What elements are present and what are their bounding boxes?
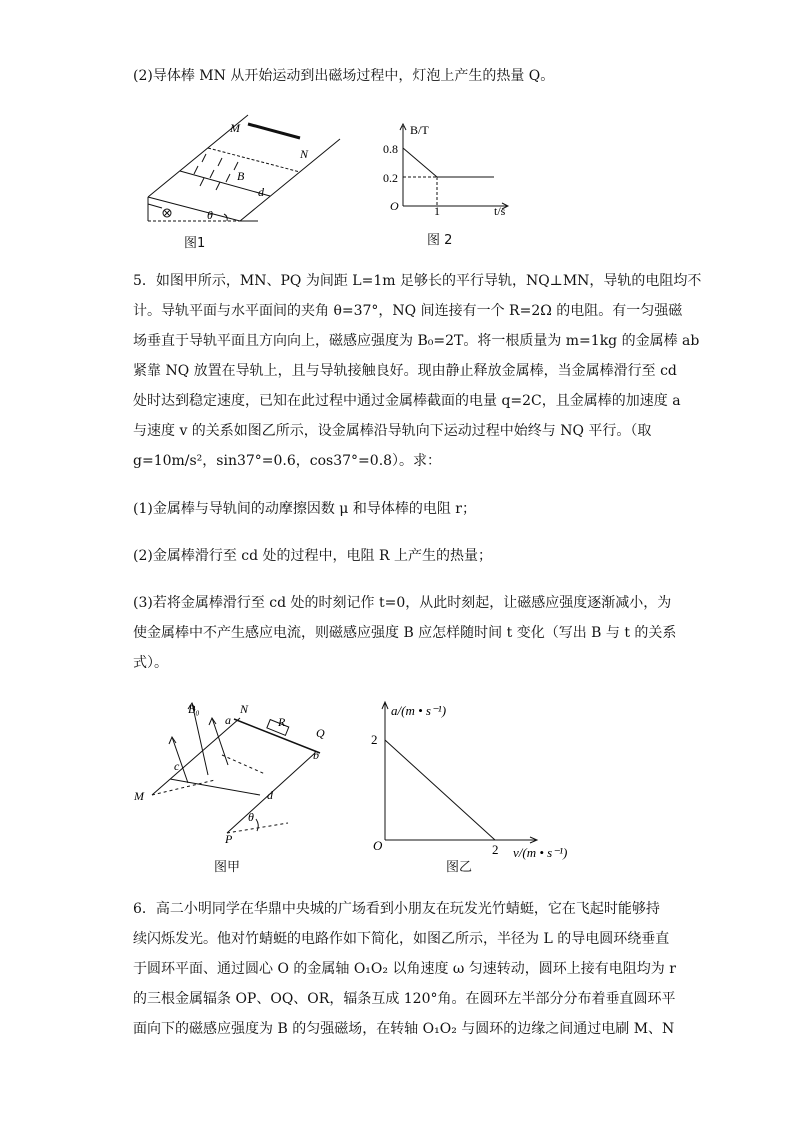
jia-label-d: d <box>267 788 273 802</box>
jia-label-Q: Q <box>316 726 325 740</box>
figure-jia-incline-rails <box>130 695 345 850</box>
jia-label-N: N <box>240 702 249 716</box>
q5-text-line: 紧靠 NQ 放置在导轨上，且与导轨接触良好。现由静止释放金属棒，当金属棒滑行至 cd <box>133 363 677 379</box>
q6-text-line: 续闪烁发光。他对竹蜻蜓的电路作如下简化，如图乙所示，半径为 L 的导电圆环绕垂直 <box>133 931 670 947</box>
q5-text-line: 场垂直于导轨平面且方向向上，磁感应强度为 B₀=2T。将一根质量为 m=1kg 的金属棒 ab <box>133 333 700 349</box>
q5-text-line: 计。导轨平面与水平面间的夹角 θ=37°，NQ 间连接有一个 R=2Ω 的电阻。有一匀强磁 <box>133 303 683 319</box>
q5-text-line: 处时达到稳定速度，已知在此过程中通过金属棒截面的电量 q=2C，且金属棒的加速度 a <box>133 393 681 409</box>
yi-x-axis-label: v/(m • s⁻¹) <box>513 845 568 860</box>
q5-sub1: (1)金属棒与导轨间的动摩擦因数 μ 和导体棒的电阻 r； <box>133 501 476 517</box>
yi-y-tick: 2 <box>371 732 378 747</box>
fig1-label-B: B <box>237 169 245 183</box>
q5-sub3-line: 使金属棒中不产生感应电流，则磁感应强度 B 应怎样随时间 t 变化（写出 B 与 t 的关系 <box>133 625 677 641</box>
fig2-y-tick: 0.8 <box>383 142 398 156</box>
yi-origin: O <box>373 838 383 853</box>
fig1-label-theta: θ <box>207 208 213 222</box>
fig2-x-axis-label: t/s <box>494 204 506 218</box>
fig2-x-tick: 1 <box>434 204 440 218</box>
q5-sub3-line: (3)若将金属棒滑行至 cd 处的时刻记作 t=0，从此时刻起，让磁感应强度逐渐减小，为 <box>133 595 672 611</box>
fig2-y-axis-label: B/T <box>410 123 429 137</box>
figure-yi-a-v-graph <box>368 695 588 865</box>
q5-text-line: 与速度 v 的关系如图乙所示，设金属棒沿导轨向下运动过程中始终与 NQ 平行。（取 <box>133 423 652 439</box>
figure-2-B-t-graph <box>382 118 522 218</box>
q5-text-line: 5．如图甲所示，MN、PQ 为间距 L=1m 足够长的平行导轨，NQ⊥MN，导轨的电阻均不 <box>133 273 702 289</box>
figure-1-caption: 图1 <box>184 236 206 251</box>
jia-label-R: R <box>278 715 286 729</box>
q6-text-line: 6．高二小明同学在华鼎中央城的广场看到小朋友在玩发光竹蜻蜓，它在飞起时能够持 <box>133 901 660 917</box>
q5-text-line: g=10m/s²，sin37°=0.6，cos37°=0.8）。求： <box>133 453 442 469</box>
q4-part2: (2)导体棒 MN 从开始运动到出磁场过程中，灯泡上产生的热量 Q。 <box>133 68 555 84</box>
fig2-y-tick: 0.2 <box>383 171 398 185</box>
figure-jia-caption: 图甲 <box>214 860 241 875</box>
figure-yi-caption: 图乙 <box>446 860 473 875</box>
jia-label-b: b <box>313 748 319 762</box>
q6-text-line: 的三根金属辐条 OP、OQ、OR，辐条互成 120°角。在圆环左半部分分布着垂直圆环平 <box>133 991 676 1007</box>
jia-label-theta: θ <box>248 810 254 824</box>
q6-text-line: 于圆环平面、通过圆心 O 的金属轴 O₁O₂ 以角速度 ω 匀速转动，圆环上接有电阻均为 r <box>133 961 676 977</box>
jia-label-a: a <box>225 713 231 727</box>
jia-label-M: M <box>134 789 144 803</box>
q5-sub2: (2)金属棒滑行至 cd 处的过程中，电阻 R 上产生的热量； <box>133 548 492 564</box>
yi-y-axis-label: a/(m • s⁻¹) <box>391 703 447 718</box>
fig1-label-d: d <box>258 185 264 199</box>
jia-label-c: c <box>174 759 180 773</box>
fig2-origin: O <box>390 199 399 213</box>
fig1-label-M: M <box>230 121 240 135</box>
yi-x-tick: 2 <box>492 842 499 857</box>
fig1-label-N: N <box>300 147 309 161</box>
jia-label-B0: B₀ <box>188 702 200 716</box>
q6-text-line: 面向下的磁感应强度为 B 的匀强磁场，在转轴 O₁O₂ 与圆环的边缘之间通过电刷 M、N <box>133 1021 675 1037</box>
figure-1-rails-diagram <box>140 112 350 252</box>
jia-label-P: P <box>225 832 233 846</box>
q5-sub3-line: 式）。 <box>133 655 168 671</box>
figure-2-caption: 图 2 <box>427 233 453 248</box>
